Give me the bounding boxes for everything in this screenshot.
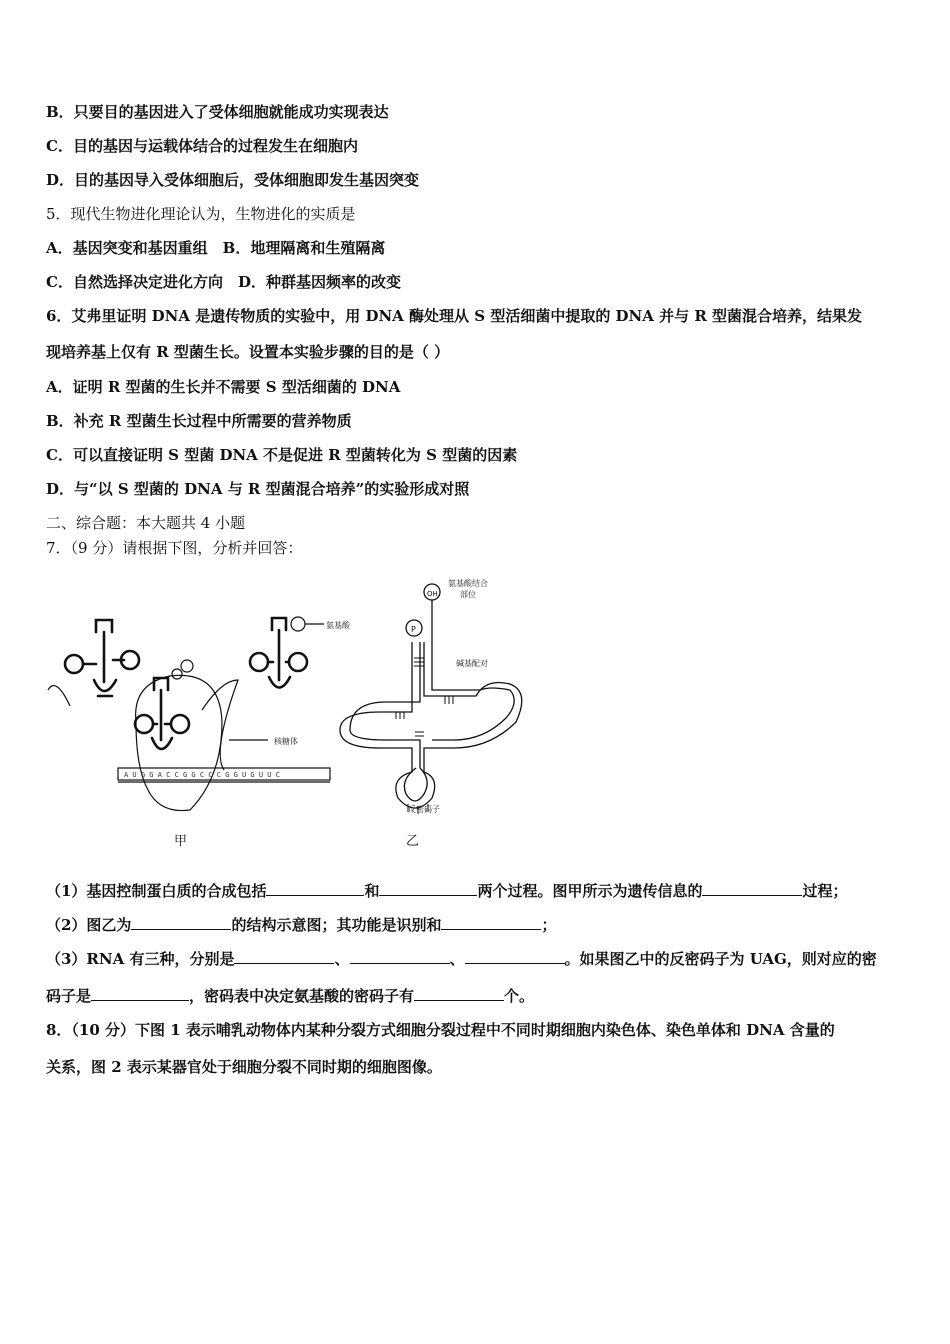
q4-option-b: B．只要目的基因进入了受体细胞就能成功实现表达 [46,103,389,121]
q7-sub1-text-d: 过程； [802,882,848,900]
label-binding-site-1: 氨基酸结合 [448,579,488,588]
q7-sub2-text-a: （2）图乙为 [46,916,132,934]
trna-left-icon [65,620,139,696]
answer-blank[interactable] [441,914,541,930]
q6-stem-line1: 6．艾弗里证明 DNA 是遗传物质的实验中，用 DNA 酶处理从 S 型活细菌中提取的 DNA 并与 R 型菌混合培养，结果发 [46,307,863,325]
amino-acid-right-icon [291,617,305,631]
trna-middle-icon [135,678,189,749]
answer-blank[interactable] [266,880,364,896]
q7-sub1-text-a: （1）基因控制蛋白质的合成包括 [46,882,267,900]
answer-blank[interactable] [379,880,477,896]
answer-blank[interactable] [702,880,802,896]
label-base-pairing: 碱基配对 [456,659,488,668]
label-oh: OH [427,590,438,598]
section-heading: 二、综合题：本大题共 4 小题 [46,514,246,532]
ribosome-icon [136,675,222,810]
q5-options-ab: A．基因突变和基因重组 B．地理隔离和生殖隔离 [46,239,386,257]
q7-sub3-cont-text-c: 个。 [504,987,535,1005]
answer-blank[interactable] [234,948,334,964]
q6-option-a: A．证明 R 型菌的生长并不需要 S 型活细菌的 DNA [46,378,401,396]
arrow-icon [48,686,70,706]
translation-diagram [40,572,540,857]
q7-stem: 7．（9 分）请根据下图，分析并回答： [46,539,303,557]
q8-stem-line2: 关系，图 2 表示某器官处于细胞分裂不同时期的细胞图像。 [46,1058,442,1076]
q7-sub1 [46,880,848,901]
trna-right-icon [250,618,307,688]
q6-option-d: D．与“以 S 型菌的 DNA 与 R 型菌混合培养”的实验形成对照 [46,480,470,498]
q5-options-cd: C．自然选择决定进化方向 D．种群基因频率的改变 [46,273,401,291]
q7-sub3-text-d: 。如果图乙中的反密码子为 UAG，则对应的密 [564,950,877,968]
q8-stem-line1: 8．（10 分）下图 1 表示哺乳动物体内某种分裂方式细胞分裂过程中不同时期细胞内染色体、染色单体和 DNA 含量的 [46,1021,835,1039]
q4-option-d: D．目的基因导入受体细胞后，受体细胞即发生基因突变 [46,171,420,189]
trna-cloverleaf-icon [340,584,522,808]
label-ribosome: 核糖体 [274,737,298,746]
q6-option-c: C．可以直接证明 S 型菌 DNA 不是促进 R 型菌转化为 S 型菌的因素 [46,446,518,464]
mrna-sequence: A U G G A C C G G C C C G G U G U U C [124,771,280,779]
answer-blank[interactable] [465,948,565,964]
answer-blank[interactable] [350,948,450,964]
label-binding-site-2: 部位 [460,590,476,599]
q7-sub3-cont-text-a: 码子是 [46,987,92,1005]
q7-sub3-cont-text-b: ，密码表中决定氨基酸的密码子有 [189,987,415,1005]
q7-sub3-text-a: （3）RNA 有三种，分别是 [46,950,235,968]
label-anticodon: 反密码子 [408,805,440,814]
q6-option-b: B．补充 R 型菌生长过程中所需要的营养物质 [46,412,352,430]
q5-stem: 5．现代生物进化理论认为，生物进化的实质是 [46,205,356,223]
label-amino-acid: 氨基酸 [326,621,350,630]
q7-sub2-text-c: ； [541,916,557,934]
q7-figure [40,572,540,857]
q6-stem-line2: 现培养基上仅有 R 型菌生长。设置本实验步骤的目的是（ ） [46,343,450,361]
q7-sub1-text-c: 两个过程。图甲所示为遗传信息的 [477,882,703,900]
q7-sub2-text-b: 的结构示意图；其功能是识别和 [231,916,442,934]
label-p: P [411,625,416,634]
q7-sub3-cont [46,985,534,1006]
caption-yi: 乙 [406,834,420,849]
answer-blank[interactable] [414,985,504,1001]
answer-blank[interactable] [131,914,231,930]
q7-sub3 [46,948,877,969]
q7-sub1-text-b: 和 [364,882,380,900]
q7-sub2 [46,914,556,935]
q7-sub3-text-c: 、 [449,950,465,968]
q4-option-c: C．目的基因与运载体结合的过程发生在细胞内 [46,137,358,155]
caption-jia: 甲 [174,834,188,849]
q7-sub3-text-b: 、 [334,950,350,968]
amino-acid-icon [181,660,193,672]
answer-blank[interactable] [91,985,189,1001]
